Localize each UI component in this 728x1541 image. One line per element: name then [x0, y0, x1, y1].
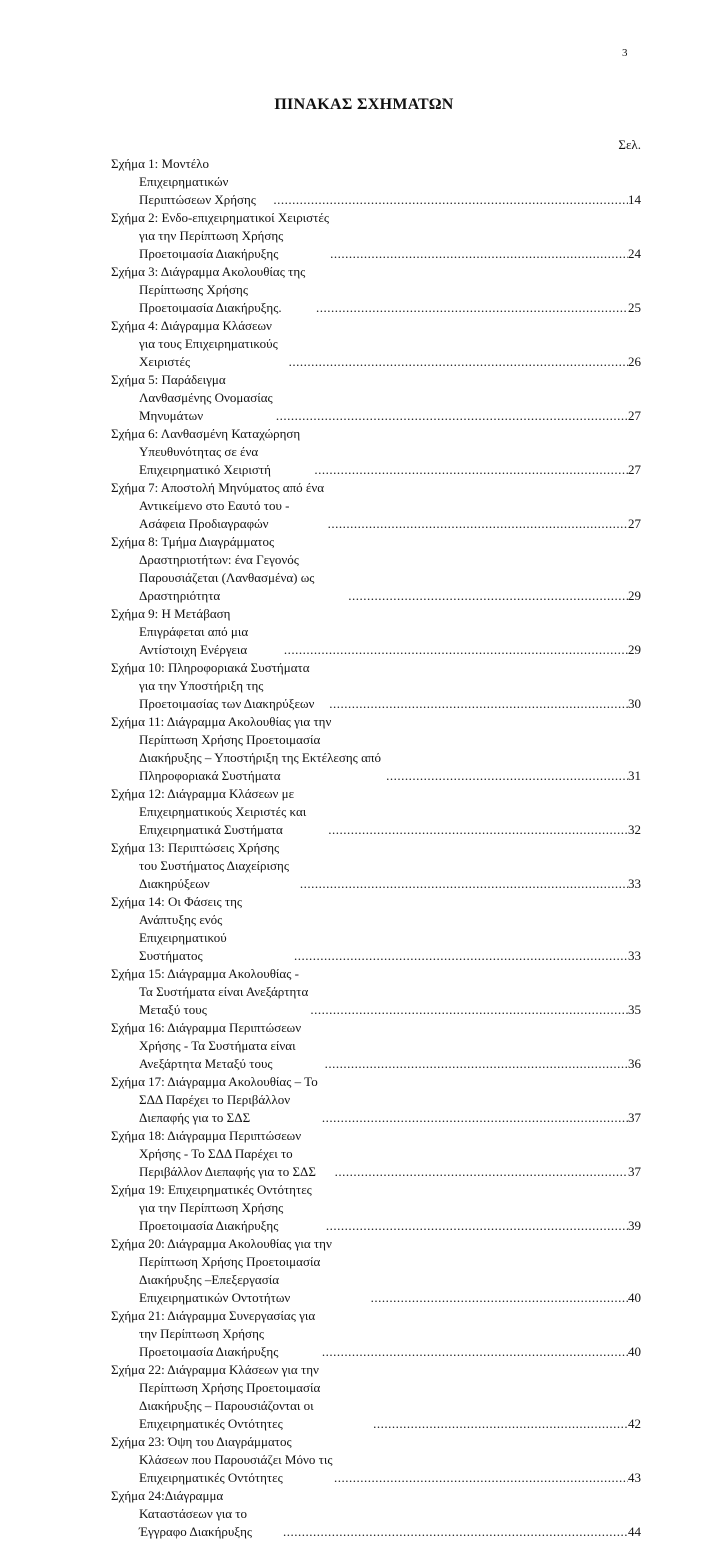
- toc-entry-title: Σχήμα 3: Διάγραμμα Ακολουθίας της Περίπτωσης Χρήσης Προετοιμασία Διακήρυξης.: [111, 264, 306, 315]
- dot-leader: [324, 1055, 628, 1073]
- toc-entry-title: Σχήμα 20: Διάγραμμα Ακολουθίας για την Περίπτωση Χρήσης Προετοιμασία Διακήρυξης –Επεξεργασία Επιχειρηματικών Οντοτήτων: [111, 1236, 332, 1305]
- toc-entry[interactable]: [111, 1361, 641, 1433]
- toc-entry-page: 27: [628, 462, 641, 477]
- dot-leader: [315, 299, 628, 317]
- toc-entry[interactable]: [111, 371, 641, 425]
- dot-leader: [385, 767, 628, 785]
- toc-entry-page: 24: [628, 246, 641, 261]
- toc-entry-page: 26: [628, 354, 641, 369]
- toc-entry-page: 43: [628, 1470, 641, 1485]
- toc-entry-title: Σχήμα 10: Πληροφοριακά Συστήματα για την Υποστήριξη της Προετοιμασίας των Διακηρύξεων: [111, 660, 315, 711]
- dot-leader: [327, 821, 628, 839]
- toc-entry-title: Σχήμα 17: Διάγραμμα Ακολουθίας – Το ΣΔΔ Παρέχει το Περιβάλλον Διεπαφής για το ΣΔΣ: [111, 1074, 318, 1125]
- toc-entry[interactable]: [111, 893, 641, 965]
- dot-leader: [321, 1343, 628, 1361]
- toc-entry-page: 33: [628, 948, 641, 963]
- toc-entry-page: 27: [628, 408, 641, 423]
- toc-entry-page: 33: [628, 876, 641, 891]
- dot-leader: [325, 1217, 628, 1235]
- toc-entry-title: Σχήμα 22: Διάγραμμα Κλάσεων για την Περίπτωση Χρήσης Προετοιμασία Διακήρυξης – Παρουσιάζονται οι Επιχειρηματικές Οντότητες: [111, 1362, 321, 1431]
- dot-leader: [309, 1001, 628, 1019]
- toc-entry[interactable]: [111, 479, 641, 533]
- toc-entry-title: Σχήμα 24:Διάγραμμα Καταστάσεων για το Έγγραφο Διακήρυξης: [111, 1488, 253, 1539]
- toc-entry-title: Σχήμα 15: Διάγραμμα Ακολουθίας - Τα Συστήματα είναι Ανεξάρτητα Μεταξύ τους: [111, 966, 309, 1017]
- toc-entry-page: 39: [628, 1218, 641, 1233]
- toc-entry[interactable]: [111, 605, 641, 659]
- toc-entry-page: 40: [628, 1290, 641, 1305]
- toc-entry-title: Σχήμα 11: Διάγραμμα Ακολουθίας για την Περίπτωση Χρήσης Προετοιμασία Διακήρυξης – Υποστήριξη της Εκτέλεσης από Πληροφοριακά Συστήματα: [111, 714, 381, 783]
- toc-entry-page: 29: [628, 642, 641, 657]
- toc-entry-title: Σχήμα 4: Διάγραμμα Κλάσεων για τους Επιχειρηματικούς Χειριστές: [111, 318, 278, 369]
- toc-entry[interactable]: [111, 713, 641, 785]
- toc-entry-page: 42: [628, 1416, 641, 1431]
- toc-entry[interactable]: [111, 1235, 641, 1307]
- page-column-label: Σελ.: [618, 137, 641, 152]
- toc-entry-page: 37: [628, 1110, 641, 1125]
- dot-leader: [299, 875, 628, 893]
- toc-entry-page: 29: [628, 588, 641, 603]
- toc-entry-page: 27: [628, 516, 641, 531]
- dot-leader: [327, 515, 628, 533]
- toc-entry-title: Σχήμα 8: Τμήμα Διαγράμματος Δραστηριοτήτων: ένα Γεγονός Παρουσιάζεται (Λανθασμένα) ως Δραστηριότητα: [111, 534, 315, 603]
- toc-entry-page: 14: [628, 192, 641, 207]
- toc-entry[interactable]: [111, 1127, 641, 1181]
- toc-entry[interactable]: [111, 1019, 641, 1073]
- dot-leader: [282, 1523, 628, 1541]
- toc-entry[interactable]: [111, 659, 641, 713]
- toc-entry-title: Σχήμα 12: Διάγραμμα Κλάσεων με Επιχειρηματικούς Χειριστές και Επιχειρηματικά Συστήματα: [111, 786, 307, 837]
- toc-entry[interactable]: [111, 1307, 641, 1361]
- dot-leader: [334, 1163, 628, 1181]
- dot-leader: [272, 191, 628, 209]
- toc-entry-page: 35: [628, 1002, 641, 1017]
- toc-entry[interactable]: [111, 1433, 641, 1487]
- dot-leader: [288, 353, 628, 371]
- toc-entry-page: 37: [628, 1164, 641, 1179]
- toc-entry[interactable]: [111, 155, 641, 209]
- toc-entry[interactable]: [111, 839, 641, 893]
- toc-entry-title: Σχήμα 18: Διάγραμμα Περιπτώσεων Χρήσης - Το ΣΔΔ Παρέχει το Περιβάλλον Διεπαφής για το ΣΔΣ: [111, 1128, 316, 1179]
- toc-entry-title: Σχήμα 9: Η Μετάβαση Επιγράφεται από μια Αντίστοιχη Ενέργεια: [111, 606, 249, 657]
- dot-leader: [329, 245, 628, 263]
- toc-entry-title: Σχήμα 1: Μοντέλο Επιχειρηματικών Περιπτώσεων Χρήσης: [111, 156, 256, 207]
- toc-entry[interactable]: [111, 1073, 641, 1127]
- toc-entry[interactable]: [111, 209, 641, 263]
- dot-leader: [313, 461, 628, 479]
- toc-entry-title: Σχήμα 2: Ενδο-επιχειρηματικοί Χειριστές για την Περίπτωση Χρήσης Προετοιμασία Διακήρυξης: [111, 210, 330, 261]
- dot-leader: [328, 695, 628, 713]
- toc-entry[interactable]: [111, 263, 641, 317]
- dot-leader: [293, 947, 628, 965]
- toc-entry-page: 32: [628, 822, 641, 837]
- dot-leader: [283, 641, 628, 659]
- toc-entry-title: Σχήμα 13: Περιπτώσεις Χρήσης του Συστήματος Διαχείρισης Διακηρύξεων: [111, 840, 289, 891]
- toc-entry-page: 31: [628, 768, 641, 783]
- toc-entry[interactable]: [111, 317, 641, 371]
- dot-leader: [333, 1469, 628, 1487]
- toc-entry[interactable]: [111, 785, 641, 839]
- dot-leader: [372, 1415, 628, 1433]
- toc-entry-title: Σχήμα 23: Όψη του Διαγράμματος Κλάσεων που Παρουσιάζει Μόνο τις Επιχειρηματικές Οντότητες: [111, 1434, 333, 1485]
- dot-leader: [370, 1289, 628, 1307]
- toc-entry-title: Σχήμα 19: Επιχειρηματικές Οντότητες για την Περίπτωση Χρήσης Προετοιμασία Διακήρυξης: [111, 1182, 312, 1233]
- toc-entry-title: Σχήμα 14: Οι Φάσεις της Ανάπτυξης ενός Επιχειρηματικού Συστήματος: [111, 894, 243, 963]
- toc-entry[interactable]: [111, 425, 641, 479]
- toc-entry-title: Σχήμα 6: Λανθασμένη Καταχώρηση Υπευθυνότητας σε ένα Επιχειρηματικό Χειριστή: [111, 426, 301, 477]
- toc-entry[interactable]: [111, 1487, 641, 1541]
- toc-entry-page: 25: [628, 300, 641, 315]
- toc-entry[interactable]: [111, 533, 641, 605]
- toc-entry-page: 40: [628, 1344, 641, 1359]
- dot-leader: [347, 587, 628, 605]
- toc-entry-page: 44: [628, 1524, 641, 1539]
- toc-entry[interactable]: [111, 965, 641, 1019]
- page-number: 3: [622, 47, 628, 59]
- toc-entry-title: Σχήμα 21: Διάγραμμα Συνεργασίας για την Περίπτωση Χρήσης Προετοιμασία Διακήρυξης: [111, 1308, 316, 1359]
- dot-leader: [275, 407, 628, 425]
- toc-entry-title: Σχήμα 7: Αποστολή Μηνύματος από ένα Αντικείμενο στο Εαυτό του - Ασάφεια Προδιαγραφών: [111, 480, 325, 531]
- dot-leader: [321, 1109, 628, 1127]
- toc-entry-title: Σχήμα 16: Διάγραμμα Περιπτώσεων Χρήσης - Τα Συστήματα είναι Ανεξάρτητα Μεταξύ τους: [111, 1020, 302, 1071]
- table-of-figures: [111, 155, 641, 1541]
- toc-entry-page: 36: [628, 1056, 641, 1071]
- toc-entry-title: Σχήμα 5: Παράδειγμα Λανθασμένης Ονομασίας Μηνυμάτων: [111, 372, 273, 423]
- toc-entry-page: 30: [628, 696, 641, 711]
- toc-entry[interactable]: [111, 1181, 641, 1235]
- page-title: ΠΙΝΑΚΑΣ ΣΧΗΜΑΤΩΝ: [274, 96, 454, 113]
